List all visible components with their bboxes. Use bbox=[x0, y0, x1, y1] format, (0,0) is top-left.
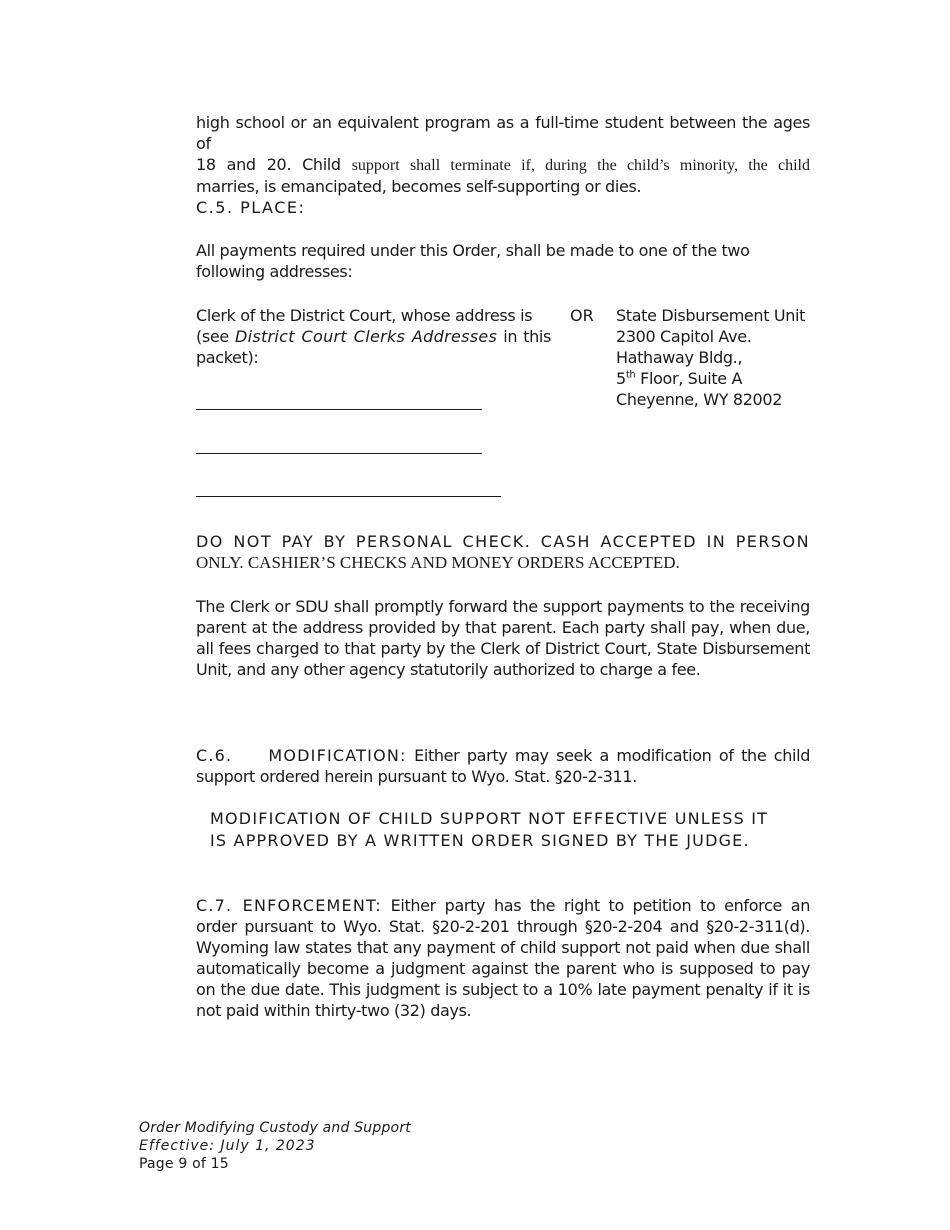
sdu-city: Cheyenne, WY 82002 bbox=[616, 390, 783, 409]
enforcement-heading: C.7. ENFORCEMENT: bbox=[196, 896, 382, 915]
clerk-line-1: Clerk of the District Court, whose address is bbox=[196, 306, 533, 325]
intro-line-2-start: 18 and 20. Child bbox=[196, 155, 352, 174]
payment-warning-line-1: DO NOT PAY BY PERSONAL CHECK. CASH ACCEPTED IN PERSON bbox=[196, 532, 810, 551]
modification-paragraph bbox=[196, 745, 810, 787]
address-blank-line-1[interactable] bbox=[196, 409, 482, 410]
clerk-addresses-reference: District Court Clerks Addresses bbox=[234, 327, 498, 346]
page-footer bbox=[139, 1119, 411, 1173]
modification-notice bbox=[210, 808, 820, 852]
intro-line-1: high school or an equivalent program as a full-time student between the ages of bbox=[196, 113, 810, 153]
footer-effective-date: Effective: July 1, 2023 bbox=[139, 1138, 316, 1154]
enforcement-paragraph bbox=[196, 895, 810, 1021]
sdu-floor-sup: th bbox=[625, 369, 636, 381]
place-heading: C.5. PLACE: bbox=[196, 198, 306, 217]
sdu-floor-rest: Floor, Suite A bbox=[635, 369, 743, 388]
intro-paragraph bbox=[196, 112, 810, 197]
modification-notice-line-2: IS APPROVED BY A WRITTEN ORDER SIGNED BY THE JUDGE. bbox=[210, 831, 750, 850]
footer-title: Order Modifying Custody and Support bbox=[139, 1120, 411, 1136]
sdu-name: State Disbursement Unit bbox=[616, 306, 806, 325]
payment-warning bbox=[196, 531, 810, 573]
footer-page-number: Page 9 of 15 bbox=[139, 1156, 229, 1172]
intro-line-2-serif: support shall terminate if, during the child’s minority, the child bbox=[351, 157, 810, 174]
clerk-line-2 bbox=[196, 326, 551, 368]
or-separator: OR bbox=[570, 306, 594, 325]
intro-line-2 bbox=[196, 154, 810, 176]
address-blank-line-3[interactable] bbox=[196, 496, 501, 497]
sdu-floor-number: 5 bbox=[616, 369, 626, 388]
forwarding-paragraph: The Clerk or SDU shall promptly forward the support payments to the receiving parent at the address provided by that parent. Each party shall pay, when due, all fees charged to that party by the Clerk of District Court, State Disbursement Unit, and any other agency statutorily authorized to charge a fee. bbox=[196, 597, 810, 679]
sdu-street: 2300 Capitol Ave. bbox=[616, 327, 752, 346]
modification-heading: C.6. MODIFICATION: bbox=[196, 746, 407, 765]
intro-line-3: marries, is emancipated, becomes self-supporting or dies. bbox=[196, 177, 642, 196]
address-blank-line-2[interactable] bbox=[196, 453, 482, 454]
modification-text: Either party may seek a modification of the child support ordered herein pursuant to Wyo. Stat. §20-2-311. bbox=[196, 746, 810, 786]
sdu-floor bbox=[616, 368, 836, 389]
modification-notice-line-1: MODIFICATION OF CHILD SUPPORT NOT EFFECTIVE UNLESS IT bbox=[210, 809, 769, 828]
clerk-address-block bbox=[196, 305, 551, 368]
sdu-building: Hathaway Bldg., bbox=[616, 348, 743, 367]
clerk-see: (see bbox=[196, 327, 235, 346]
place-text: All payments required under this Order, shall be made to one of the two following addresses: bbox=[196, 241, 750, 281]
payment-warning-line-2: ONLY. CASHIER’S CHECKS AND MONEY ORDERS ACCEPTED. bbox=[196, 553, 680, 572]
clerk-packet: in this packet): bbox=[196, 327, 552, 367]
sdu-address-block bbox=[616, 305, 836, 410]
enforcement-text: Either party has the right to petition to enforce an order pursuant to Wyo. Stat. §20-2-201 through §20-2-204 and §20-2-311(d). Wyoming law states that any payment of child support not paid when due shall automatically become a judgment against the parent who is supposed to pay on the due date. This judgment is subject to a 10% late payment penalty if it is not paid within thirty-two (32) days. bbox=[196, 896, 810, 1020]
